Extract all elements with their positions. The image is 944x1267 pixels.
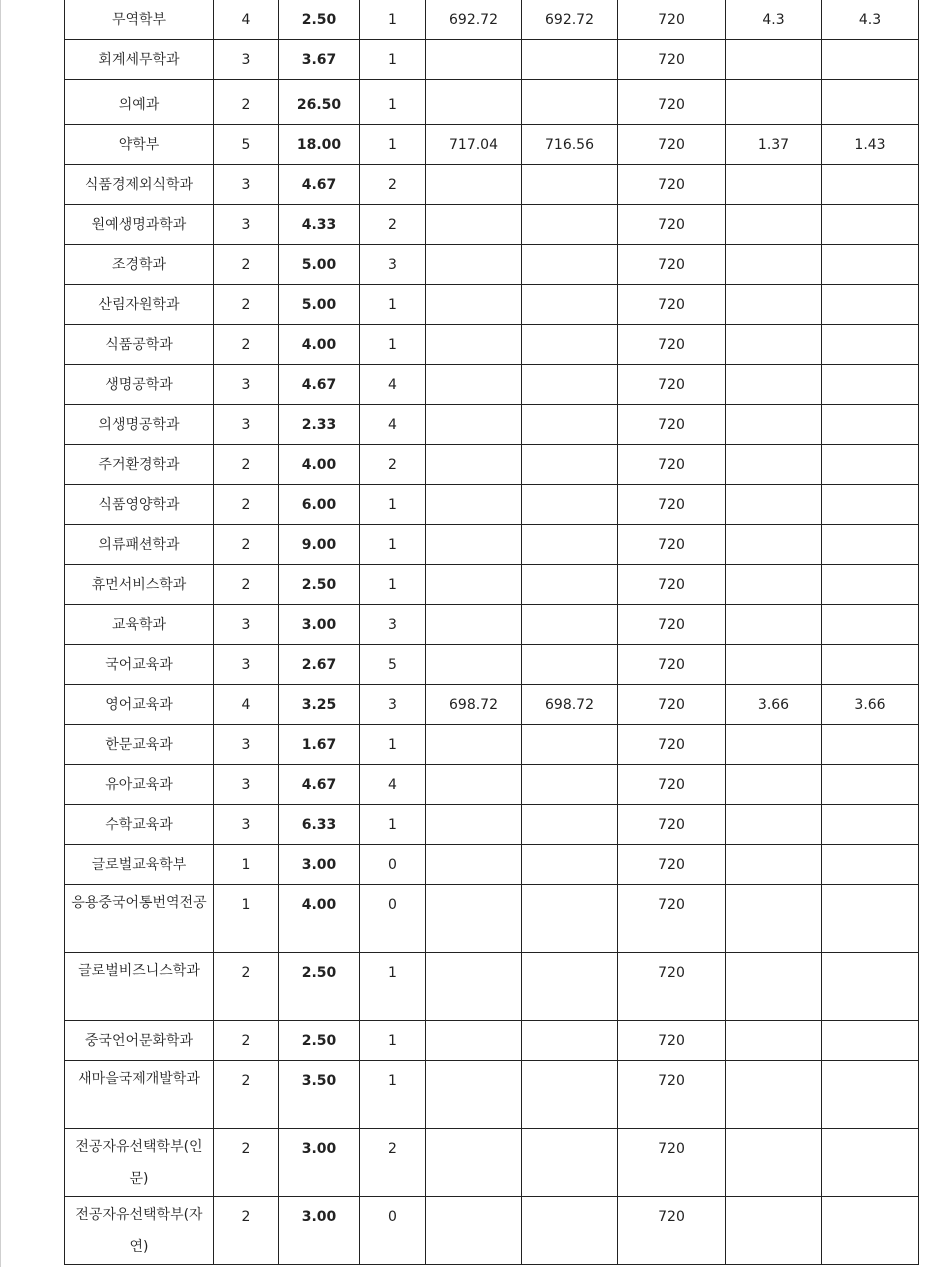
average-score-cell [426,885,522,953]
cutoff-grade-cell [822,605,919,645]
average-grade-cell [726,1129,822,1197]
cutoff-grade-cell [822,845,919,885]
recruit-count-cell: 4 [214,0,279,40]
average-score-cell [426,285,522,325]
recruit-count-cell: 3 [214,725,279,765]
department-cell: 의류패션학과 [65,525,214,565]
recruit-count-cell: 4 [214,685,279,725]
max-score-cell: 720 [618,685,726,725]
department-cell: 회계세무학과 [65,40,214,80]
cutoff-score-cell: 692.72 [522,0,618,40]
cutoff-score-cell [522,285,618,325]
average-score-cell [426,1021,522,1061]
average-grade-cell [726,285,822,325]
max-score-cell: 720 [618,885,726,953]
competition-ratio-cell: 4.00 [279,325,360,365]
average-grade-cell [726,205,822,245]
cutoff-score-cell [522,325,618,365]
cutoff-grade-cell [822,885,919,953]
table-row [65,565,919,605]
table-row [65,1021,919,1061]
cutoff-grade-cell [822,565,919,605]
cutoff-grade-cell [822,165,919,205]
cutoff-score-cell: 716.56 [522,125,618,165]
cutoff-grade-cell [822,953,919,1021]
table-row [65,365,919,405]
department-cell: 생명공학과 [65,365,214,405]
department-cell: 글로벌비즈니스학과 [65,953,214,1021]
table-row [65,205,919,245]
waitlist-rank-cell: 3 [360,685,426,725]
max-score-cell: 720 [618,725,726,765]
average-score-cell [426,725,522,765]
table-row [65,885,919,953]
average-score-cell [426,365,522,405]
average-grade-cell [726,485,822,525]
competition-ratio-cell: 2.50 [279,1021,360,1061]
recruit-count-cell: 2 [214,525,279,565]
competition-ratio-cell: 18.00 [279,125,360,165]
average-score-cell [426,1129,522,1197]
recruit-count-cell: 2 [214,565,279,605]
department-cell: 의생명공학과 [65,405,214,445]
competition-ratio-cell: 1.67 [279,725,360,765]
department-cell: 응용중국어통번역전공 [65,885,214,953]
max-score-cell: 720 [618,1061,726,1129]
average-grade-cell [726,80,822,125]
competition-ratio-cell: 2.50 [279,953,360,1021]
cutoff-grade-cell [822,645,919,685]
average-score-cell [426,485,522,525]
competition-ratio-cell: 4.00 [279,445,360,485]
cutoff-score-cell [522,1129,618,1197]
competition-ratio-cell: 4.00 [279,885,360,953]
table-row [65,645,919,685]
average-grade-cell [726,325,822,365]
competition-ratio-cell: 2.50 [279,565,360,605]
max-score-cell: 720 [618,325,726,365]
max-score-cell: 720 [618,953,726,1021]
waitlist-rank-cell: 1 [360,1021,426,1061]
competition-ratio-cell: 6.00 [279,485,360,525]
cutoff-score-cell [522,805,618,845]
cutoff-grade-cell [822,205,919,245]
department-cell: 휴먼서비스학과 [65,565,214,605]
department-cell: 국어교육과 [65,645,214,685]
waitlist-rank-cell: 4 [360,365,426,405]
average-grade-cell [726,165,822,205]
table-row [65,405,919,445]
cutoff-score-cell [522,1061,618,1129]
average-score-cell: 692.72 [426,0,522,40]
table-row [65,805,919,845]
table-row [65,953,919,1021]
waitlist-rank-cell: 1 [360,565,426,605]
competition-ratio-cell: 4.67 [279,765,360,805]
waitlist-rank-cell: 1 [360,0,426,40]
waitlist-rank-cell: 1 [360,325,426,365]
department-cell: 영어교육과 [65,685,214,725]
competition-ratio-cell: 3.50 [279,1061,360,1129]
recruit-count-cell: 3 [214,405,279,445]
max-score-cell: 720 [618,1197,726,1265]
recruit-count-cell: 2 [214,1129,279,1197]
competition-ratio-cell: 3.00 [279,845,360,885]
table-row [65,525,919,565]
waitlist-rank-cell: 1 [360,40,426,80]
competition-ratio-cell: 4.67 [279,365,360,405]
average-score-cell [426,605,522,645]
cutoff-score-cell [522,605,618,645]
average-score-cell: 717.04 [426,125,522,165]
cutoff-grade-cell: 4.3 [822,0,919,40]
waitlist-rank-cell: 1 [360,285,426,325]
department-cell: 글로벌교육학부 [65,845,214,885]
recruit-count-cell: 2 [214,285,279,325]
cutoff-score-cell [522,405,618,445]
waitlist-rank-cell: 2 [360,445,426,485]
cutoff-grade-cell [822,245,919,285]
average-score-cell [426,645,522,685]
table-row [65,245,919,285]
department-cell: 식품경제외식학과 [65,165,214,205]
recruit-count-cell: 3 [214,765,279,805]
cutoff-score-cell [522,245,618,285]
average-score-cell [426,525,522,565]
table-row [65,605,919,645]
recruit-count-cell: 2 [214,1021,279,1061]
recruit-count-cell: 2 [214,245,279,285]
recruit-count-cell: 1 [214,845,279,885]
table-row [65,845,919,885]
cutoff-grade-cell [822,40,919,80]
waitlist-rank-cell: 0 [360,885,426,953]
table-row [65,0,919,40]
recruit-count-cell: 3 [214,605,279,645]
waitlist-rank-cell: 1 [360,125,426,165]
cutoff-score-cell [522,1021,618,1061]
department-cell: 한문교육과 [65,725,214,765]
average-score-cell [426,805,522,845]
cutoff-score-cell [522,525,618,565]
max-score-cell: 720 [618,645,726,685]
waitlist-rank-cell: 1 [360,80,426,125]
waitlist-rank-cell: 5 [360,645,426,685]
max-score-cell: 720 [618,805,726,845]
competition-ratio-cell: 9.00 [279,525,360,565]
waitlist-rank-cell: 2 [360,1129,426,1197]
department-cell: 산림자원학과 [65,285,214,325]
waitlist-rank-cell: 1 [360,1061,426,1129]
average-grade-cell [726,805,822,845]
cutoff-score-cell [522,645,618,685]
table-row [65,165,919,205]
cutoff-grade-cell [822,325,919,365]
table-row [65,725,919,765]
competition-ratio-cell: 2.33 [279,405,360,445]
average-grade-cell [726,953,822,1021]
cutoff-grade-cell: 1.43 [822,125,919,165]
recruit-count-cell: 2 [214,1061,279,1129]
cutoff-grade-cell [822,485,919,525]
table-row [65,40,919,80]
table-row [65,765,919,805]
average-score-cell [426,405,522,445]
competition-ratio-cell: 2.67 [279,645,360,685]
average-score-cell: 698.72 [426,685,522,725]
competition-ratio-cell: 2.50 [279,0,360,40]
recruit-count-cell: 2 [214,953,279,1021]
cutoff-grade-cell [822,405,919,445]
table-row [65,1197,919,1265]
table-row [65,685,919,725]
waitlist-rank-cell: 4 [360,405,426,445]
max-score-cell: 720 [618,245,726,285]
cutoff-score-cell [522,1197,618,1265]
table-row [65,325,919,365]
waitlist-rank-cell: 3 [360,605,426,645]
recruit-count-cell: 2 [214,1197,279,1265]
department-cell: 조경학과 [65,245,214,285]
average-grade-cell [726,1197,822,1265]
average-score-cell [426,765,522,805]
department-cell: 전공자유선택학부(인문) [65,1129,214,1197]
cutoff-score-cell [522,80,618,125]
average-score-cell [426,1061,522,1129]
table-row [65,285,919,325]
recruit-count-cell: 5 [214,125,279,165]
cutoff-grade-cell [822,1129,919,1197]
max-score-cell: 720 [618,1021,726,1061]
cutoff-grade-cell [822,765,919,805]
cutoff-grade-cell [822,805,919,845]
average-grade-cell: 1.37 [726,125,822,165]
average-score-cell [426,80,522,125]
max-score-cell: 720 [618,205,726,245]
average-grade-cell [726,1021,822,1061]
max-score-cell: 720 [618,485,726,525]
cutoff-score-cell [522,765,618,805]
competition-ratio-cell: 5.00 [279,245,360,285]
cutoff-grade-cell [822,525,919,565]
average-score-cell [426,565,522,605]
max-score-cell: 720 [618,765,726,805]
recruit-count-cell: 3 [214,165,279,205]
waitlist-rank-cell: 1 [360,953,426,1021]
competition-ratio-cell: 3.00 [279,1197,360,1265]
cutoff-score-cell [522,485,618,525]
average-score-cell [426,245,522,285]
waitlist-rank-cell: 1 [360,525,426,565]
cutoff-score-cell [522,725,618,765]
max-score-cell: 720 [618,0,726,40]
cutoff-grade-cell [822,285,919,325]
average-grade-cell [726,645,822,685]
department-cell: 유아교육과 [65,765,214,805]
max-score-cell: 720 [618,165,726,205]
recruit-count-cell: 3 [214,40,279,80]
department-cell: 새마을국제개발학과 [65,1061,214,1129]
max-score-cell: 720 [618,285,726,325]
table-body [65,0,919,1265]
max-score-cell: 720 [618,565,726,605]
waitlist-rank-cell: 4 [360,765,426,805]
department-cell: 무역학부 [65,0,214,40]
average-grade-cell [726,245,822,285]
recruit-count-cell: 2 [214,325,279,365]
recruit-count-cell: 2 [214,445,279,485]
waitlist-rank-cell: 1 [360,485,426,525]
max-score-cell: 720 [618,525,726,565]
cutoff-score-cell [522,845,618,885]
cutoff-grade-cell [822,725,919,765]
department-cell: 교육학과 [65,605,214,645]
average-score-cell [426,845,522,885]
average-grade-cell [726,405,822,445]
waitlist-rank-cell: 1 [360,725,426,765]
waitlist-rank-cell: 2 [360,205,426,245]
average-grade-cell [726,565,822,605]
average-grade-cell [726,725,822,765]
table-row [65,1061,919,1129]
recruit-count-cell: 3 [214,805,279,845]
table-row [65,1129,919,1197]
recruit-count-cell: 1 [214,885,279,953]
average-grade-cell [726,525,822,565]
cutoff-score-cell [522,205,618,245]
recruit-count-cell: 2 [214,485,279,525]
cutoff-grade-cell [822,1021,919,1061]
average-score-cell [426,445,522,485]
department-cell: 식품공학과 [65,325,214,365]
cutoff-score-cell [522,565,618,605]
cutoff-score-cell [522,445,618,485]
average-grade-cell: 4.3 [726,0,822,40]
department-cell: 약학부 [65,125,214,165]
table-row [65,125,919,165]
department-cell: 주거환경학과 [65,445,214,485]
department-cell: 중국언어문화학과 [65,1021,214,1061]
competition-ratio-cell: 26.50 [279,80,360,125]
average-grade-cell [726,40,822,80]
average-grade-cell [726,845,822,885]
department-cell: 수학교육과 [65,805,214,845]
table-row [65,445,919,485]
waitlist-rank-cell: 0 [360,845,426,885]
recruit-count-cell: 3 [214,205,279,245]
cutoff-score-cell [522,165,618,205]
competition-ratio-cell: 4.67 [279,165,360,205]
average-grade-cell [726,445,822,485]
waitlist-rank-cell: 1 [360,805,426,845]
recruit-count-cell: 3 [214,365,279,405]
cutoff-grade-cell [822,80,919,125]
recruit-count-cell: 2 [214,80,279,125]
competition-ratio-cell: 3.25 [279,685,360,725]
competition-ratio-cell: 6.33 [279,805,360,845]
waitlist-rank-cell: 3 [360,245,426,285]
competition-ratio-cell: 3.67 [279,40,360,80]
average-grade-cell [726,885,822,953]
max-score-cell: 720 [618,845,726,885]
max-score-cell: 720 [618,365,726,405]
cutoff-score-cell [522,365,618,405]
cutoff-score-cell: 698.72 [522,685,618,725]
average-grade-cell [726,1061,822,1129]
average-score-cell [426,165,522,205]
cutoff-score-cell [522,885,618,953]
average-score-cell [426,1197,522,1265]
cutoff-grade-cell [822,1061,919,1129]
cutoff-score-cell [522,953,618,1021]
competition-ratio-cell: 3.00 [279,1129,360,1197]
department-cell: 식품영양학과 [65,485,214,525]
cutoff-grade-cell: 3.66 [822,685,919,725]
admission-results-table [64,0,919,1265]
recruit-count-cell: 3 [214,645,279,685]
average-score-cell [426,205,522,245]
cutoff-score-cell [522,40,618,80]
max-score-cell: 720 [618,405,726,445]
department-cell: 의예과 [65,80,214,125]
average-grade-cell [726,605,822,645]
max-score-cell: 720 [618,80,726,125]
max-score-cell: 720 [618,125,726,165]
average-score-cell [426,40,522,80]
waitlist-rank-cell: 0 [360,1197,426,1265]
average-score-cell [426,325,522,365]
competition-ratio-cell: 4.33 [279,205,360,245]
max-score-cell: 720 [618,445,726,485]
cutoff-grade-cell [822,365,919,405]
cutoff-grade-cell [822,445,919,485]
average-grade-cell: 3.66 [726,685,822,725]
competition-ratio-cell: 5.00 [279,285,360,325]
max-score-cell: 720 [618,1129,726,1197]
waitlist-rank-cell: 2 [360,165,426,205]
competition-ratio-cell: 3.00 [279,605,360,645]
average-score-cell [426,953,522,1021]
page-left-border [0,0,1,1267]
table-row [65,485,919,525]
max-score-cell: 720 [618,40,726,80]
department-cell: 전공자유선택학부(자연) [65,1197,214,1265]
max-score-cell: 720 [618,605,726,645]
average-grade-cell [726,765,822,805]
average-grade-cell [726,365,822,405]
department-cell: 원예생명과학과 [65,205,214,245]
cutoff-grade-cell [822,1197,919,1265]
table-row [65,80,919,125]
